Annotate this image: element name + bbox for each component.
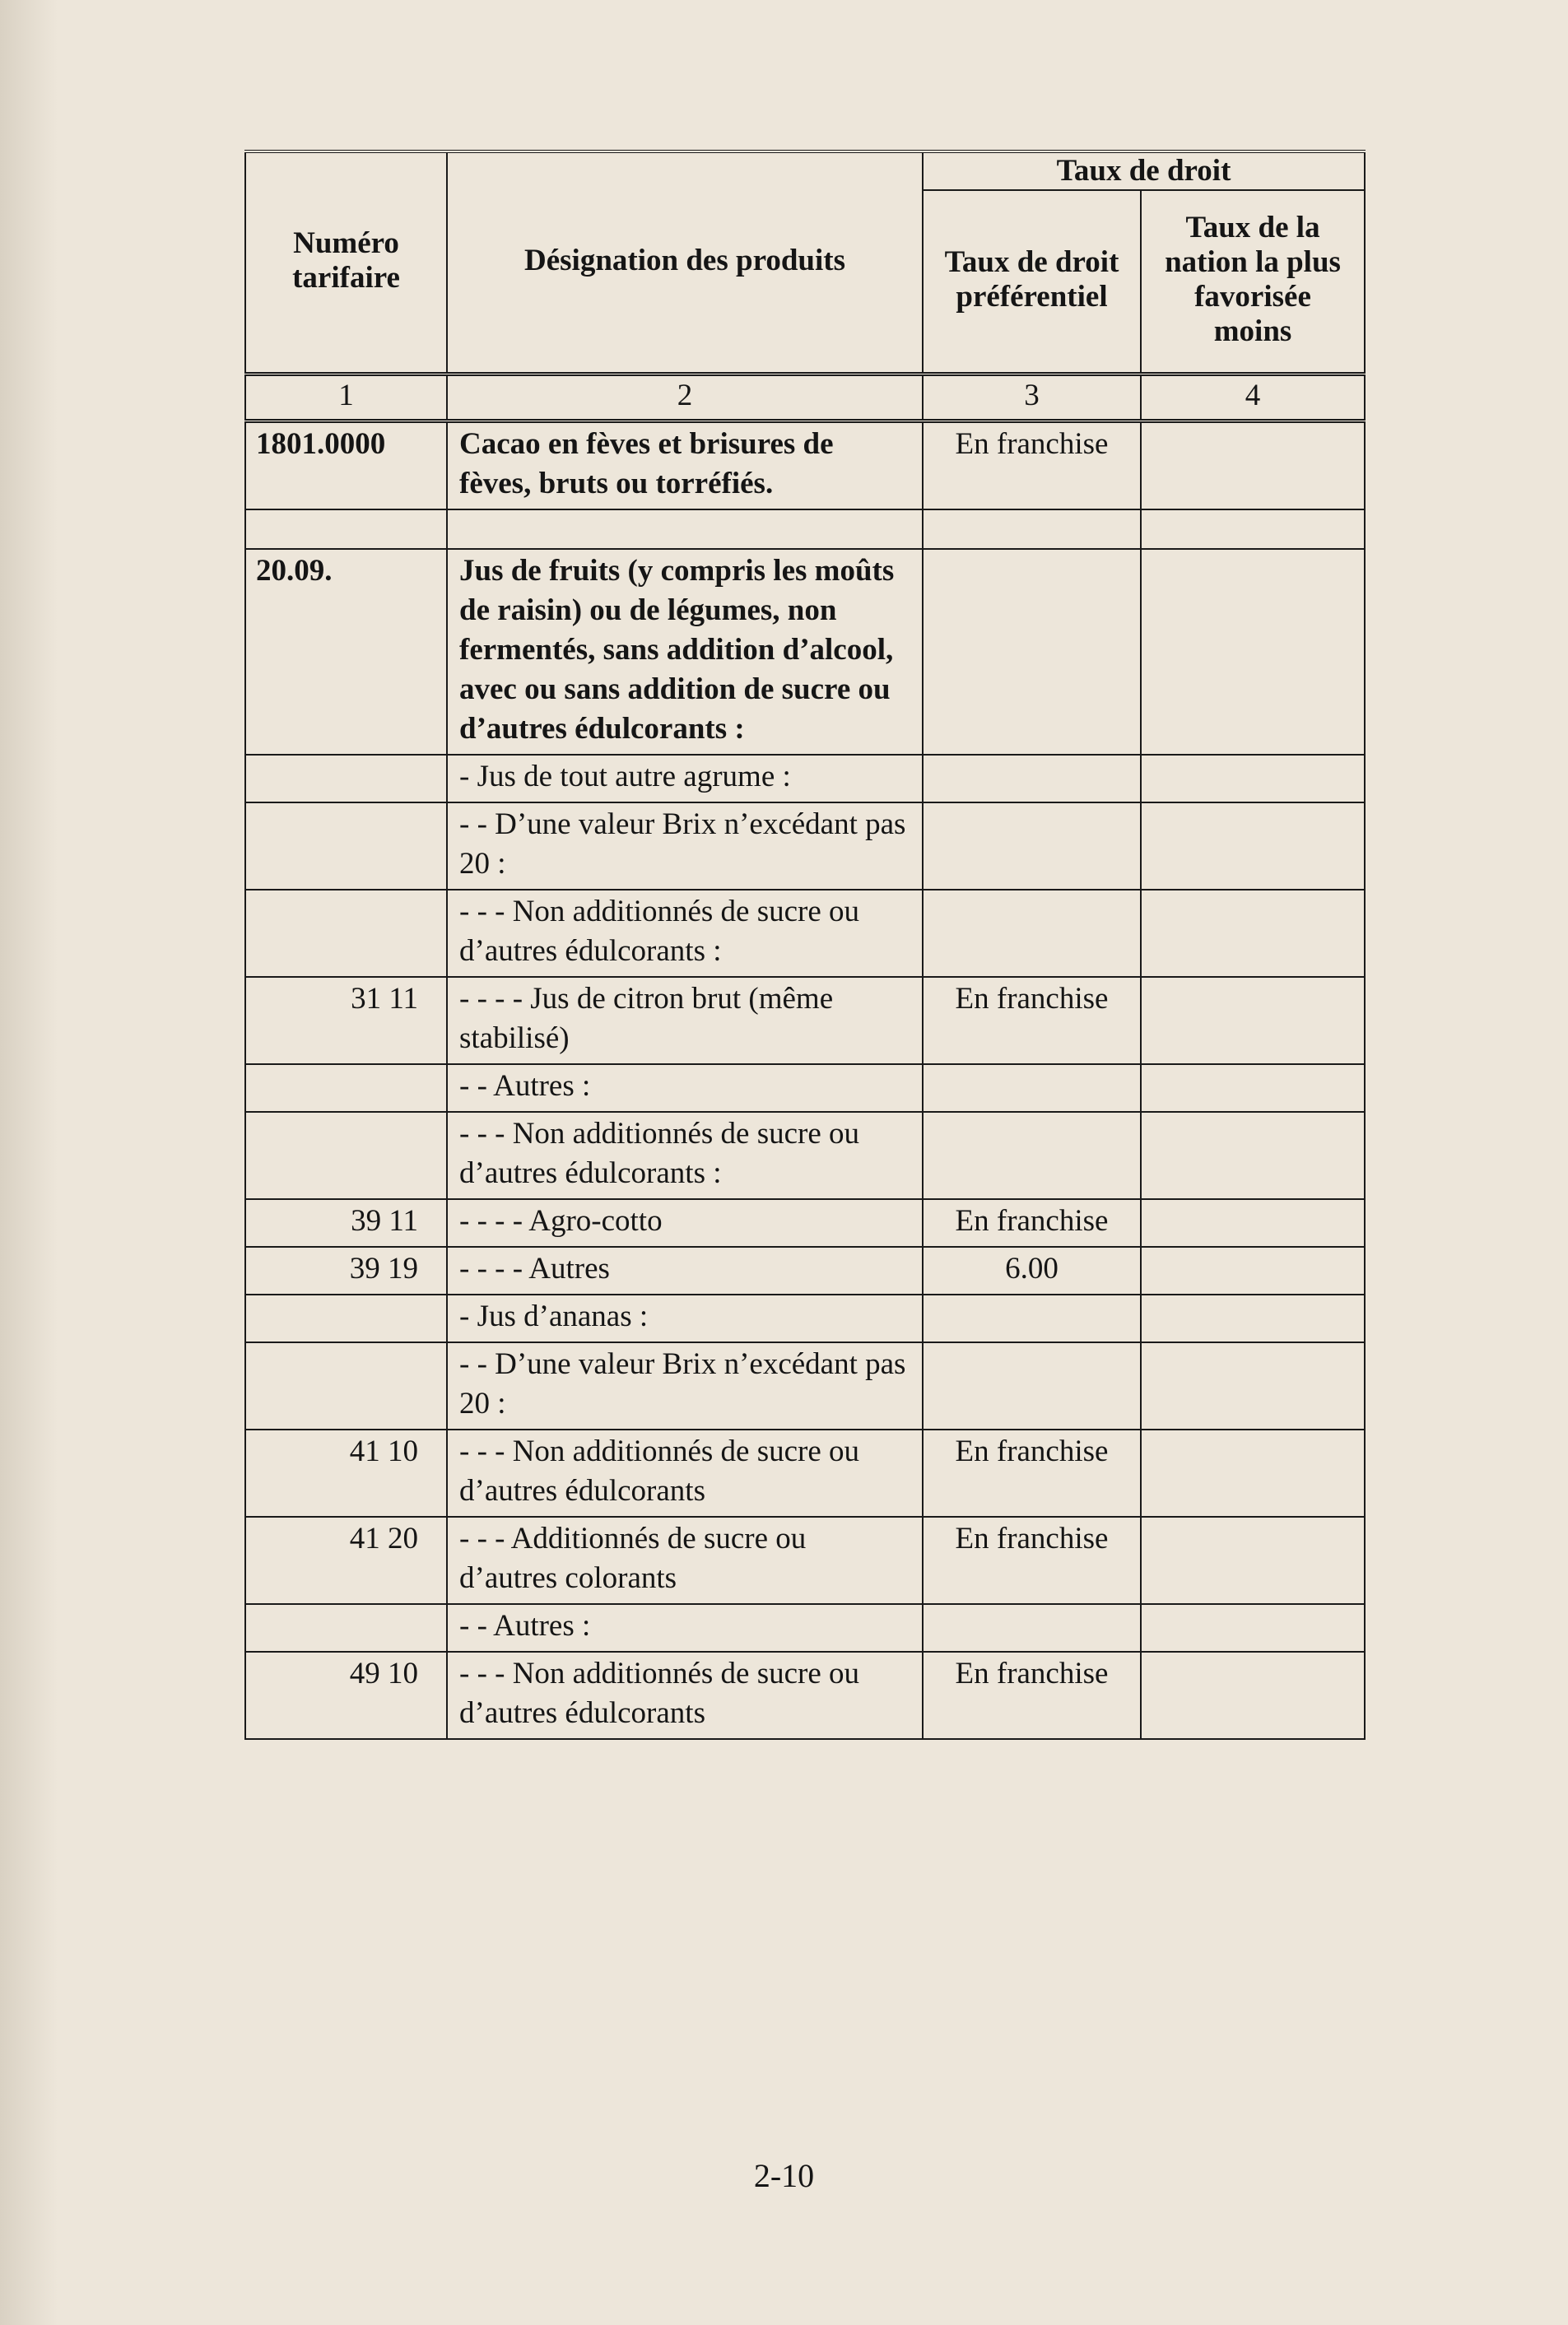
tariff-code: 41 20 xyxy=(245,1517,447,1604)
preferential-rate xyxy=(923,890,1141,977)
mfn-rate xyxy=(1141,1517,1365,1604)
tariff-code: 49 10 xyxy=(245,1652,447,1739)
product-description: - - - Non additionnés de sucre ou d’autres édulcorants xyxy=(447,1430,923,1517)
mfn-rate xyxy=(1141,1247,1365,1295)
preferential-rate xyxy=(923,1112,1141,1199)
tariff-code xyxy=(245,755,447,802)
preferential-rate: En franchise xyxy=(923,977,1141,1064)
header-preferential: Taux de droit préférentiel xyxy=(923,190,1141,374)
preferential-rate xyxy=(923,1604,1141,1652)
page-edge-shadow xyxy=(0,0,58,2325)
mfn-rate xyxy=(1141,977,1365,1064)
table-row xyxy=(245,1064,1365,1112)
mfn-rate xyxy=(1141,890,1365,977)
tariff-table xyxy=(244,150,1366,1740)
table-row xyxy=(245,977,1365,1064)
product-description: - - - - Agro-cotto xyxy=(447,1199,923,1247)
tariff-code: 41 10 xyxy=(245,1430,447,1517)
table-row xyxy=(245,421,1365,510)
tariff-code xyxy=(245,1342,447,1430)
column-number: 2 xyxy=(447,374,923,421)
page-number: 2-10 xyxy=(753,2157,815,2194)
product-description: - Jus d’ananas : xyxy=(447,1295,923,1342)
tariff-code: 1801.0000 xyxy=(245,421,447,510)
mfn-rate xyxy=(1141,1112,1365,1199)
table-row xyxy=(245,1199,1365,1247)
header-rate-group: Taux de droit xyxy=(923,151,1365,190)
tariff-code: 39 19 xyxy=(245,1247,447,1295)
header-mfn: Taux de la nation la plus favorisée moins xyxy=(1141,190,1365,374)
product-description: - - D’une valeur Brix n’excédant pas 20 : xyxy=(447,1342,923,1430)
tariff-code xyxy=(245,1295,447,1342)
preferential-rate xyxy=(923,549,1141,755)
table-row xyxy=(245,1342,1365,1430)
mfn-rate xyxy=(1141,1430,1365,1517)
table-row xyxy=(245,1652,1365,1739)
preferential-rate xyxy=(923,1295,1141,1342)
product-description: - - D’une valeur Brix n’excédant pas 20 : xyxy=(447,802,923,890)
table-row xyxy=(245,890,1365,977)
mfn-rate xyxy=(1141,1064,1365,1112)
header-tariff-number: Numéro tarifaire xyxy=(245,151,447,374)
preferential-rate: En franchise xyxy=(923,421,1141,510)
mfn-rate xyxy=(1141,802,1365,890)
preferential-rate xyxy=(923,1064,1141,1112)
mfn-rate xyxy=(1141,755,1365,802)
spacer-row xyxy=(245,509,1365,549)
product-description: - - - Non additionnés de sucre ou d’autres édulcorants : xyxy=(447,890,923,977)
product-description: - - Autres : xyxy=(447,1604,923,1652)
product-description: - - - - Jus de citron brut (même stabilisé) xyxy=(447,977,923,1064)
table-row xyxy=(245,1247,1365,1295)
tariff-code: 39 11 xyxy=(245,1199,447,1247)
mfn-rate xyxy=(1141,1342,1365,1430)
tariff-code xyxy=(245,1604,447,1652)
preferential-rate xyxy=(923,1342,1141,1430)
header-description: Désignation des produits xyxy=(447,151,923,374)
table-row xyxy=(245,1604,1365,1652)
mfn-rate xyxy=(1141,1295,1365,1342)
preferential-rate xyxy=(923,802,1141,890)
tariff-code xyxy=(245,1112,447,1199)
product-description: - - - Non additionnés de sucre ou d’autres édulcorants : xyxy=(447,1112,923,1199)
product-description: Jus de fruits (y compris les moûts de raisin) ou de légumes, non fermentés, sans addition d’alcool, avec ou sans addition de sucre ou d’autres édulcorants : xyxy=(447,549,923,755)
column-number: 4 xyxy=(1141,374,1365,421)
product-description: Cacao en fèves et brisures de fèves, bruts ou torréfiés. xyxy=(447,421,923,510)
preferential-rate: En franchise xyxy=(923,1430,1141,1517)
table-row xyxy=(245,802,1365,890)
table-row xyxy=(245,1112,1365,1199)
preferential-rate: En franchise xyxy=(923,1199,1141,1247)
product-description: - - Autres : xyxy=(447,1064,923,1112)
preferential-rate: 6.00 xyxy=(923,1247,1141,1295)
product-description: - - - - Autres xyxy=(447,1247,923,1295)
tariff-code xyxy=(245,802,447,890)
column-number: 3 xyxy=(923,374,1141,421)
preferential-rate: En franchise xyxy=(923,1517,1141,1604)
table-row xyxy=(245,1295,1365,1342)
mfn-rate xyxy=(1141,1199,1365,1247)
preferential-rate: En franchise xyxy=(923,1652,1141,1739)
table-row xyxy=(245,549,1365,755)
product-description: - Jus de tout autre agrume : xyxy=(447,755,923,802)
product-description: - - - Non additionnés de sucre ou d’autres édulcorants xyxy=(447,1652,923,1739)
mfn-rate xyxy=(1141,421,1365,510)
tariff-code: 31 11 xyxy=(245,977,447,1064)
column-number: 1 xyxy=(245,374,447,421)
table-row xyxy=(245,1430,1365,1517)
tariff-code xyxy=(245,890,447,977)
product-description: - - - Additionnés de sucre ou d’autres colorants xyxy=(447,1517,923,1604)
mfn-rate xyxy=(1141,1604,1365,1652)
mfn-rate xyxy=(1141,549,1365,755)
header-row xyxy=(245,151,1365,190)
tariff-code xyxy=(245,1064,447,1112)
table-row xyxy=(245,1517,1365,1604)
mfn-rate xyxy=(1141,1652,1365,1739)
tariff-code: 20.09. xyxy=(245,549,447,755)
column-number-row xyxy=(245,374,1365,421)
table-row xyxy=(245,755,1365,802)
preferential-rate xyxy=(923,755,1141,802)
